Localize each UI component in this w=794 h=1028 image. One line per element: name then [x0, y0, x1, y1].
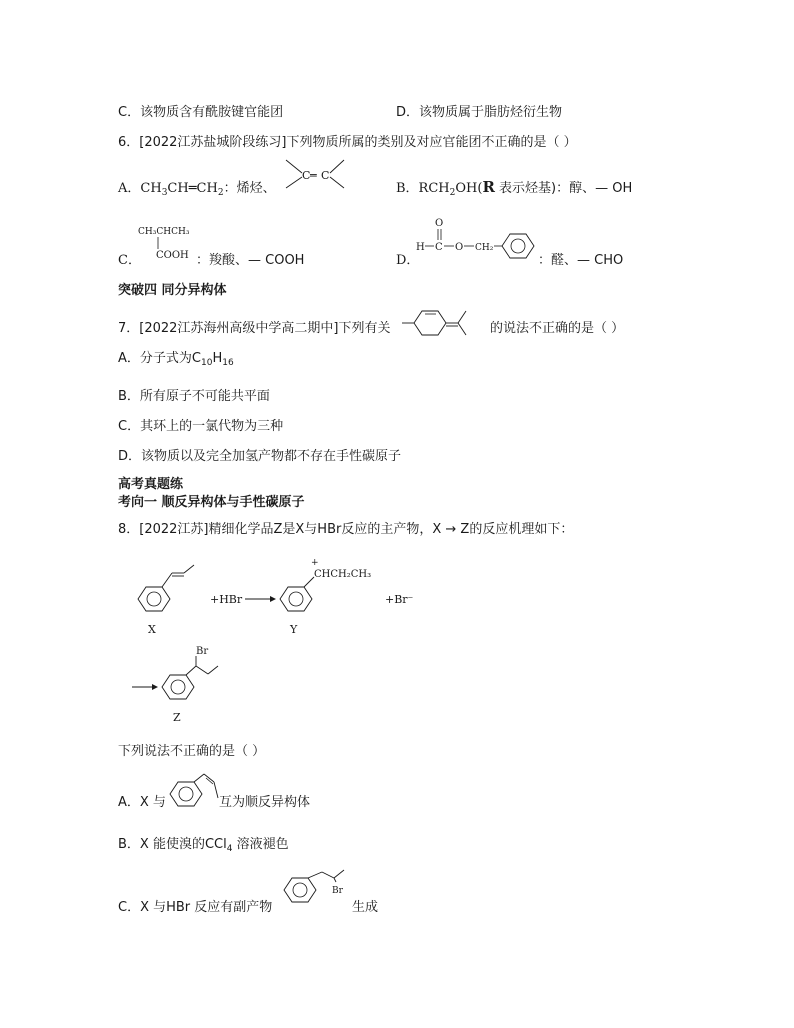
q7-option-c: C．其环上的一氯代物为三种 [118, 419, 284, 434]
alkene-structure [280, 158, 350, 198]
q7-option-d: D．该物质以及完全加氢产物都不存在手性碳原子 [118, 449, 402, 464]
byproduct-structure [282, 862, 362, 908]
svg-text:+: + [311, 558, 319, 568]
svg-text:CH₂: CH₂ [475, 243, 494, 253]
q8-option-c-text: 生成 [352, 900, 379, 915]
svg-text:O: O [435, 218, 444, 229]
svg-text:H: H [416, 242, 425, 253]
exam-section-heading: 高考真题练 [118, 477, 184, 492]
svg-text:Y: Y [290, 623, 298, 636]
q8-option-a-prefix: A．X 与 [118, 795, 166, 810]
benzyl-formate-structure [414, 215, 544, 265]
q8-option-b: B．X 能使溴的CCl$_4$ 溶液褪色 [118, 837, 289, 854]
q6-option-c-text: ：羧酸、— COOH [196, 253, 305, 268]
limonene-like-structure [400, 303, 490, 343]
svg-text:Br: Br [332, 886, 343, 896]
q7-option-a: A．分子式为$C_{10}H_{16}$ [118, 351, 234, 368]
svg-text:O: O [455, 242, 464, 253]
q6-option-a: A．$CH_3CH═CH_2$：烯烃、 [118, 181, 276, 198]
q5-option-c: C．该物质含有酰胺键官能团 [118, 105, 284, 120]
svg-text:CHCH₂CH₃: CHCH₂CH₃ [314, 569, 372, 580]
q8-question: 下列说法不正确的是（ ） [118, 744, 266, 759]
svg-text:Br: Br [196, 646, 209, 657]
q8-option-c-prefix: C．X 与HBr 反应有副产物 [118, 900, 273, 915]
svg-text:+HBr: +HBr [210, 593, 243, 606]
q8-option-a-text: 互为顺反异构体 [219, 795, 311, 810]
topic-heading: 考向一 顺反异构体与手性碳原子 [118, 495, 305, 510]
svg-text:C: C [302, 169, 311, 182]
q6-option-d-text: ：醛、— CHO [538, 253, 624, 268]
q8-stem: 8．[2022江苏]精细化学品Z是X与HBr反应的主产物，X → Z的反应机理如下： [118, 522, 574, 537]
q6-option-d-label: D． [396, 253, 420, 268]
q6-option-b: B．$RCH_2OH(R$ 表示烃基)：醇、— OH [396, 178, 633, 198]
q7-stem-part2: 的说法不正确的是（ ） [490, 321, 625, 336]
svg-text:X: X [148, 623, 156, 636]
section-heading: 突破四 同分异构体 [118, 283, 227, 298]
q7-option-b: B．所有原子不可能共平面 [118, 389, 270, 404]
q7-stem-part1: 7．[2022江苏海州高级中学高二期中]下列有关 [118, 321, 391, 336]
svg-text:C: C [435, 242, 443, 253]
svg-text:═: ═ [310, 169, 317, 182]
svg-text:COOH: COOH [156, 250, 189, 261]
svg-text:+Br⁻: +Br⁻ [385, 593, 414, 606]
svg-text:Z: Z [173, 711, 181, 724]
reaction-scheme-step2 [130, 642, 250, 722]
q6-option-c-label: C． [118, 253, 141, 268]
q6-stem: 6．[2022江苏盐城阶段练习]下列物质所属的类别及对应官能团不正确的是（ ） [118, 135, 577, 150]
svg-text:C: C [321, 169, 330, 182]
q5-option-d: D．该物质属于脂肪烃衍生物 [396, 105, 563, 120]
svg-text:CH₃CHCH₃: CH₃CHCH₃ [138, 227, 190, 237]
reaction-scheme-step1 [118, 555, 438, 640]
